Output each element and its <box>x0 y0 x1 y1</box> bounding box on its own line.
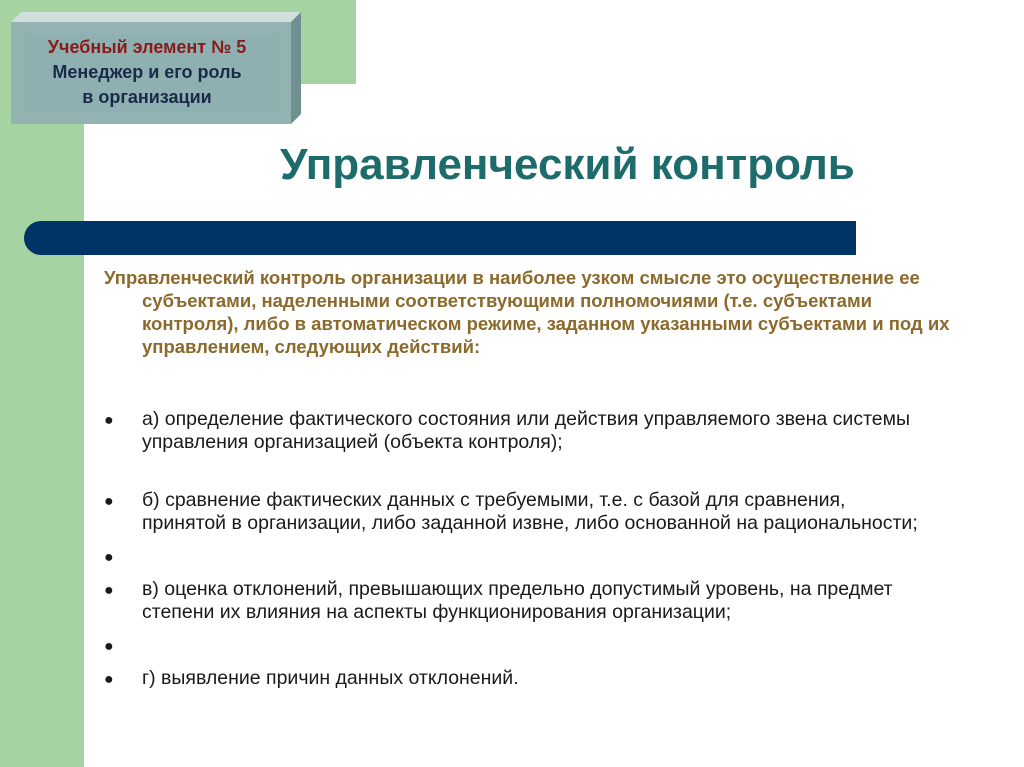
list-item-text: а) определение фактического состояния или действия управляемого звена системы управления организацией (объекта контроля); <box>142 408 911 453</box>
list-item-text: г) выявление причин данных отклонений. <box>142 667 519 689</box>
bullet-list <box>104 408 924 690</box>
list-item <box>104 634 924 657</box>
list-item-text: в) оценка отклонений, превышающих предельно допустимый уровень, на предмет степени их влияния на аспекты функционирования организации; <box>142 578 893 623</box>
bullet-icon: ● <box>104 582 114 599</box>
list-item <box>104 667 924 690</box>
list-item-text: б) сравнение фактических данных с требуемыми, т.е. с базой для сравнения, принятой в организации, либо заданной извне, либо основанной на рациональности; <box>142 489 918 534</box>
list-item <box>104 408 924 454</box>
slide-title: Управленческий контроль <box>280 140 855 189</box>
intro-paragraph: Управленческий контроль организации в наиболее узком смысле это осуществление ее субъектами, наделенными соответствующими полномочиями (т.е. субъектами контроля), либо в автоматическом режиме, заданном указанными субъектами и под их управлением, следующих действий: <box>104 267 950 357</box>
bullet-icon: ● <box>104 638 114 655</box>
list-item <box>104 545 924 568</box>
bullet-icon: ● <box>104 412 114 429</box>
module-badge <box>11 12 291 122</box>
badge-module-number: Учебный элемент № 5 <box>47 37 247 57</box>
list-item <box>104 578 924 624</box>
title-divider-bar <box>24 221 856 255</box>
bullet-icon: ● <box>104 549 114 566</box>
badge-topic-line1: Менеджер и его роль <box>52 62 242 82</box>
list-item <box>104 489 924 535</box>
bullet-icon: ● <box>104 671 114 688</box>
bullet-icon: ● <box>104 493 114 510</box>
badge-topic-line2: в организации <box>82 87 212 107</box>
